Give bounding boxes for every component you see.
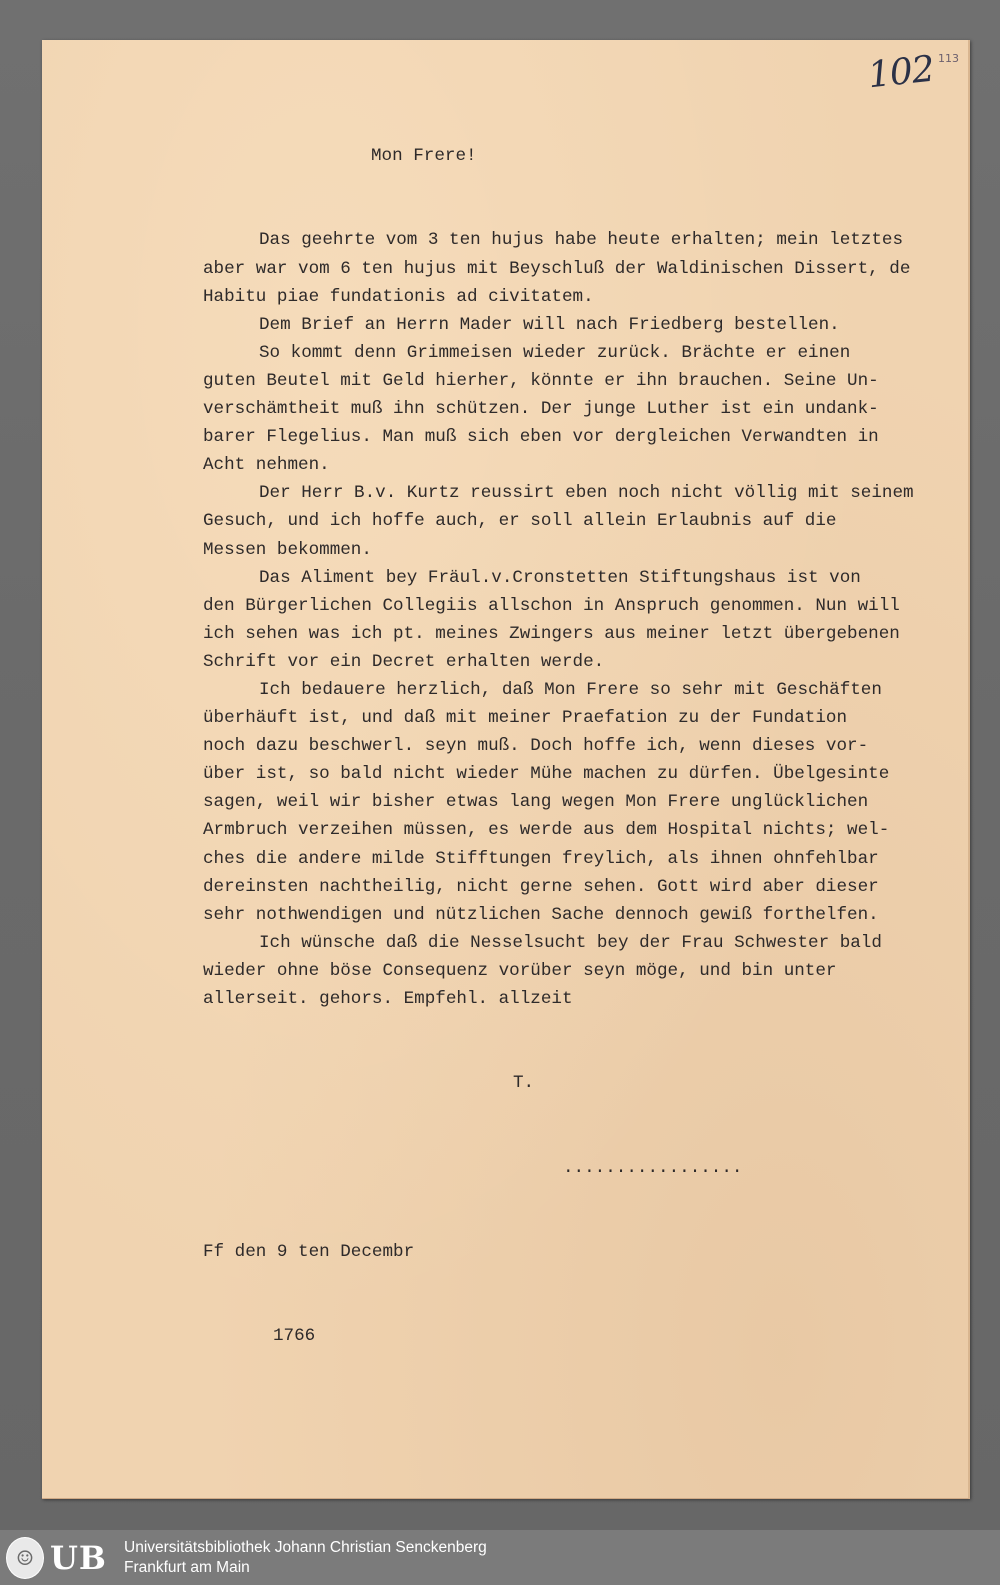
letter-line: allerseit. gehors. Empfehl. allzeit: [203, 989, 573, 1009]
letter-line: Schrift vor ein Decret erhalten werde.: [203, 651, 605, 672]
letter-line: aber war vom 6 ten hujus mit Beyschluß der Waldinischen Dissert, de: [203, 258, 911, 279]
letter-line: wieder ohne böse Consequenz vorüber seyn möge, und bin unter: [203, 960, 837, 981]
letter-line: Habitu piae fundationis ad civitatem.: [203, 286, 594, 307]
letter-line: ich sehen was ich pt. meines Zwingers aus meiner letzt übergebenen: [203, 623, 900, 644]
place-date: Ff den 9 ten Decembr: [203, 1241, 415, 1262]
letter-line: Gesuch, und ich hoffe auch, er soll allein Erlaubnis auf die: [203, 511, 837, 532]
letter-line: überhäuft ist, und daß mit meiner Praefation zu der Fundation: [203, 708, 848, 729]
signature-dots: .................: [563, 1157, 743, 1178]
letter-line: sehr nothwendigen und nützlichen Sache dennoch gewiß forthelfen.: [203, 904, 879, 925]
letter-line: Der Herr B.v. Kurtz reussirt eben noch nicht völlig mit seinem: [259, 483, 914, 504]
page-number-small: 113: [938, 52, 959, 65]
letter-line: So kommt denn Grimmeisen wieder zurück. Brächte er einen: [259, 342, 851, 363]
letter-line: verschämtheit muß ihn schützen. Der junge Luther ist ein undank-: [203, 399, 879, 420]
paragraphs: [203, 226, 973, 1013]
letter-line: guten Beutel mit Geld hierher, könnte er ihn brauchen. Seine Un-: [203, 370, 879, 391]
letter-line: über ist, so bald nicht wieder Mühe machen zu dürfen. Übelgesinte: [203, 764, 890, 785]
letter-line: barer Flegelius. Man muß sich eben vor dergleichen Verwandten in: [203, 427, 879, 448]
portrait-seal-icon: ☺: [6, 1537, 44, 1579]
letter-line: Messen bekommen.: [203, 539, 372, 560]
page-number: 102: [866, 48, 936, 97]
institution-line-1: Universitätsbibliothek Johann Christian Senckenberg: [124, 1539, 487, 1556]
letter-line: dereinsten nachtheilig, nicht gerne sehen. Gott wird aber dieser: [203, 876, 879, 897]
letter-line: noch dazu beschwerl. seyn muß. Doch hoffe ich, wenn dieses vor-: [203, 736, 869, 757]
year: 1766: [273, 1326, 316, 1347]
letter-line: Ich wünsche daß die Nesselsucht bey der Frau Schwester bald: [259, 932, 882, 953]
letter-line: Armbruch verzeihen müssen, es werde aus dem Hospital nichts; wel-: [203, 820, 890, 841]
letter-line: Acht nehmen.: [203, 455, 330, 476]
salutation: Mon Frere!: [371, 146, 477, 167]
letter-body: [203, 86, 973, 1378]
letter-line: den Bürgerlichen Collegiis allschon in Anspruch genommen. Nun will: [203, 595, 900, 616]
institution-line-2: Frankfurt am Main: [124, 1559, 250, 1576]
library-logo: [6, 1536, 116, 1580]
signature-initial: T.: [513, 1073, 535, 1094]
letter-line: Ich bedauere herzlich, daß Mon Frere so sehr mit Geschäften: [259, 679, 882, 700]
letter-line: Das geehrte vom 3 ten hujus habe heute erhalten; mein letztes: [259, 230, 904, 251]
letter-line: Das Aliment bey Fräul.v.Cronstetten Stiftungshaus ist von: [259, 567, 861, 588]
ub-logo-text: UB: [50, 1539, 107, 1577]
institution-name: [124, 1538, 487, 1578]
letter-line: sagen, weil wir bisher etwas lang wegen Mon Frere unglücklichen: [203, 792, 869, 813]
letter-line: ches die andere milde Stifftungen freylich, als ihnen ohnfehlbar: [203, 848, 879, 869]
letter-line: Dem Brief an Herrn Mader will nach Friedberg bestellen.: [259, 314, 840, 335]
